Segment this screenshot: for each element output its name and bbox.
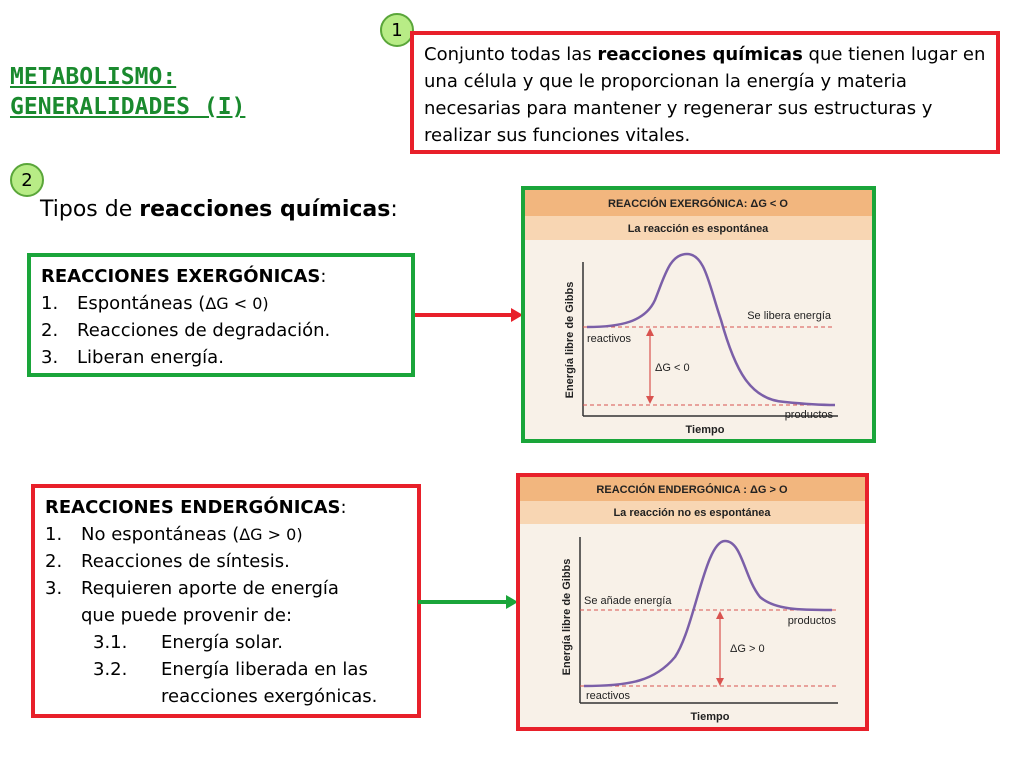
reactants-label: reactivos xyxy=(587,333,632,345)
exergonic-box xyxy=(27,253,415,377)
products-label: productos xyxy=(787,615,836,627)
definition-text-2: que tienen lugar en una célula y que le proporcionan la energía y materia necesarias para mantener y regenerar sus estructuras y realizar sus funciones vitales. xyxy=(424,44,986,146)
exergonic-item-3: 3. Liberan energía. xyxy=(41,347,224,368)
green-arrow-icon xyxy=(418,592,520,612)
chart-ylabel: Energía libre de Gibbs xyxy=(561,558,573,676)
endergonic-item-3-cont: que puede provenir de: xyxy=(81,605,293,626)
endergonic-chart xyxy=(516,473,869,731)
chart-xlabel: Tiempo xyxy=(690,711,730,723)
chart-xlabel: Tiempo xyxy=(685,424,725,436)
reactants-label: reactivos xyxy=(586,690,631,702)
chart-title: REACCIÓN EXERGÓNICA: ΔG < O xyxy=(608,198,788,210)
types-heading-bold: reacciones químicas xyxy=(139,197,391,222)
endergonic-box xyxy=(31,484,421,718)
page-title xyxy=(10,62,330,122)
page-title-line2: GENERALIDADES (I) xyxy=(10,94,246,120)
endergonic-item-2: 2. Reacciones de síntesis. xyxy=(45,551,290,572)
endergonic-item-3: 3. Requieren aporte de energía xyxy=(45,578,339,599)
endergonic-item-1: 1. No espontáneas (ΔG > 0) xyxy=(45,524,303,545)
endergonic-subitem-2: 3.2. Energía liberada en las xyxy=(93,659,368,680)
exergonic-item-1: 1. Espontáneas (ΔG < 0) xyxy=(41,293,269,314)
chart-title: REACCIÓN ENDERGÓNICA : ΔG > O xyxy=(596,484,788,496)
energy-curve xyxy=(587,254,835,405)
page-title-line1: METABOLISMO: xyxy=(10,64,177,90)
step-badge-1: 1 xyxy=(380,13,414,47)
energy-curve xyxy=(584,541,832,686)
endergonic-subitem-2-cont: reacciones exergónicas. xyxy=(161,686,378,707)
chart-ylabel: Energía libre de Gibbs xyxy=(564,281,576,399)
delta-g-label: ΔG < 0 xyxy=(655,362,690,374)
endergonic-subitem-1: 3.1. Energía solar. xyxy=(93,632,284,653)
types-heading-suffix: : xyxy=(390,197,398,222)
exergonic-chart xyxy=(521,186,876,443)
definition-box xyxy=(410,31,1000,154)
delta-g-label: ΔG > 0 xyxy=(730,643,765,655)
types-heading xyxy=(40,197,398,222)
energy-note: Se añade energía xyxy=(584,595,672,607)
definition-text-1: Conjunto todas las xyxy=(424,44,598,65)
energy-note: Se libera energía xyxy=(747,310,831,322)
exergonic-item-2: 2. Reacciones de degradación. xyxy=(41,320,331,341)
types-heading-prefix: Tipos de xyxy=(40,197,140,222)
chart-subtitle: La reacción no es espontánea xyxy=(613,507,771,519)
definition-bold: reacciones químicas xyxy=(597,44,803,65)
chart-subtitle: La reacción es espontánea xyxy=(627,223,769,235)
endergonic-box-title: REACCIONES ENDERGÓNICAS: xyxy=(45,497,347,518)
step-badge-2: 2 xyxy=(10,163,44,197)
red-arrow-icon xyxy=(415,305,525,325)
exergonic-box-title: REACCIONES EXERGÓNICAS: xyxy=(41,266,327,287)
products-label: productos xyxy=(784,409,833,421)
